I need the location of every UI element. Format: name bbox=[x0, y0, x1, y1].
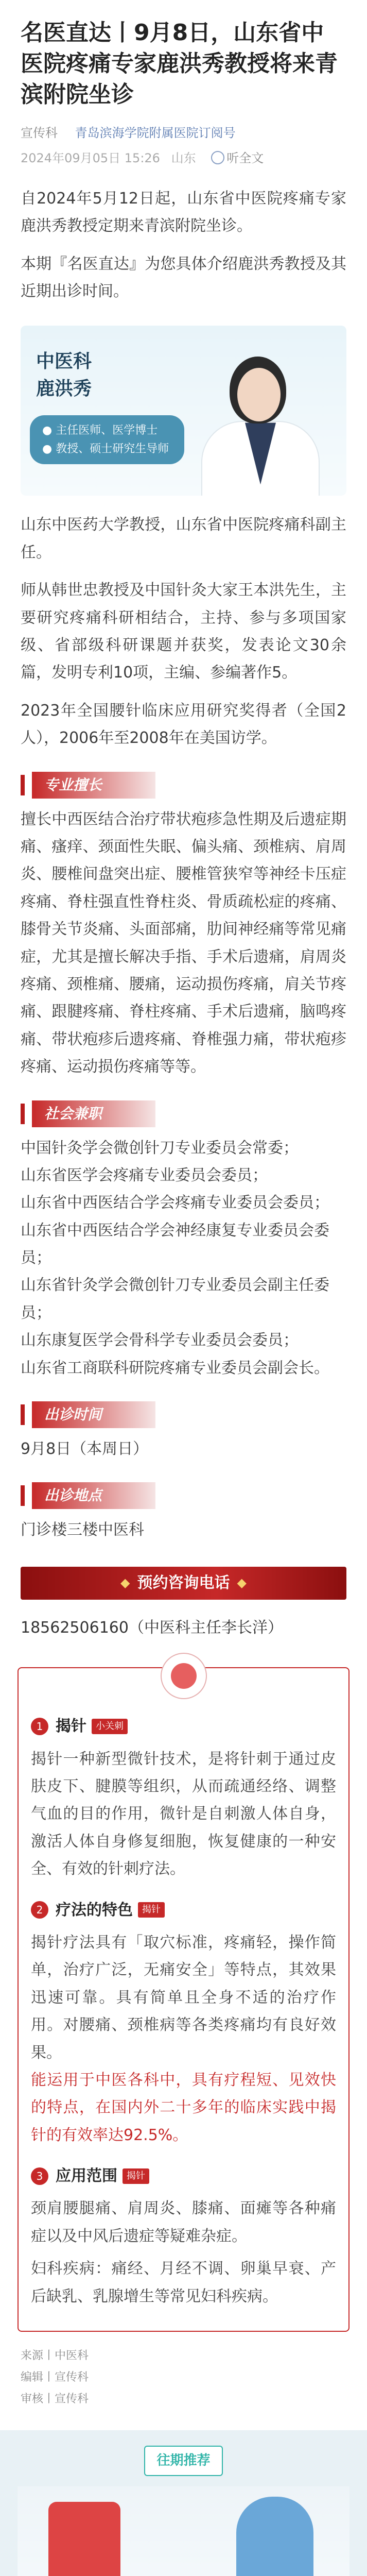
info-paragraph: 妇科疾病：痛经、月经不调、卵巢早衰、产后缺乳、乳腺增生等常见妇科疾病。 bbox=[31, 2260, 336, 2306]
intro-paragraph: 自2024年5月12日起，山东省中医院疼痛专家鹿洪秀教授定期来青滨附院坐诊。 bbox=[21, 189, 346, 235]
person-image bbox=[236, 2497, 313, 2576]
info-paragraph: 揭针疗法具有「取穴标准，疼痛轻，操作简单，治疗广泛，无痛安全」等特点，其效果迅速可靠。具有简单且全身不适的治疗作用。对腰痛、颈椎病等各类疼痛均有良好效果。 bbox=[31, 1933, 336, 2062]
headphone-icon bbox=[211, 151, 224, 164]
list-item: 山东康复医学会骨科学专业委员会委员； bbox=[21, 1331, 299, 1350]
source-credits: 来源丨中医科 编辑丨宣传科 审核丨宣传科 bbox=[21, 2349, 89, 2405]
article-meta bbox=[0, 110, 367, 144]
location: 山东 bbox=[171, 151, 196, 166]
list-item: 山东省针灸学会微创针刀专业委员会副主任委员； bbox=[21, 1276, 329, 1322]
specialty-text: 擅长中西医结合治疗带状疱疹急性期及后遗症期痛、瘙痒、颈面性失眠、偏头痛、颈椎病、肩周炎、腰椎间盘突出症、腰椎管狭窄等神经卡压症疼痛、脊柱强直性脊柱炎、骨质疏松症的疼痛、膝骨关节炎痛、头面部痛，肋间神经痛等常见痛症，尤其是擅长解决手指、手术后遗痛，肩周炎疼痛、颈椎痛、腰痛，运动损伤疼痛，肩关节疼痛、跟腱疼痛、脊柱疼痛、手术后遗痛，脑鸣疼痛、带状疱疹后遗疼痛、脊椎强力痛，带状疱疹疼痛、运动损伤疼痛等等。 bbox=[21, 810, 346, 1076]
schedule-time: 9月8日（本周日） bbox=[21, 1440, 149, 1459]
section-place: 出诊地点 bbox=[21, 1482, 346, 1509]
consult-banner: ◆ 预约咨询电话 ◆ bbox=[21, 1567, 346, 1600]
section-social: 社会兼职 bbox=[21, 1100, 346, 1127]
list-item: 山东省中西医结合学会神经康复专业委员会委员； bbox=[21, 1221, 329, 1267]
recommend-section bbox=[0, 2430, 367, 2576]
doctor-title-badge: ● 主任医师、医学博士 ● 教授、硕士研究生导师 bbox=[30, 415, 184, 464]
info-paragraph: 揭针一种新型微针技术，是将针刺于通过皮肤皮下、腱膜等组织，从而疏通经络、调整气血的目的作用，微针是自刺激人体自身，激活人体自身修复细胞，恢复健康的一种安全、有效的针刺疗法。 bbox=[31, 1750, 336, 1878]
info-tag: 1 揭针 小关刺 bbox=[31, 1713, 336, 1740]
info-paragraph-highlight: 能运用于中医各科中，具有疗程短、见效快的特点，在国内外二十多年的临床实践中揭针的有效率达92.5%。 bbox=[31, 2071, 336, 2144]
listen-button[interactable]: 听全文 bbox=[211, 147, 264, 170]
recommend-item[interactable] bbox=[18, 2486, 349, 2576]
intro-paragraph-2: 本期『名医直达』为您具体介绍鹿洪秀教授及其近期出诊时间。 bbox=[21, 255, 346, 301]
list-item: 山东省中西医结合学会疼痛专业委员会委员； bbox=[21, 1194, 329, 1212]
author: 宣传科 bbox=[21, 126, 58, 141]
info-paragraph: 颈肩腰腿痛、肩周炎、膝痛、面瘫等各种痛症以及中风后遗症等疑难杂症。 bbox=[31, 2199, 336, 2245]
list-item: 山东省工商联科研院疼痛专业委员会副会长。 bbox=[21, 1359, 329, 1377]
list-item: 中国针灸学会微创针刀专业委员会常委； bbox=[21, 1139, 299, 1157]
doctor-name: 中医科 鹿洪秀 bbox=[36, 351, 92, 399]
schedule-place: 门诊楼三楼中医科 bbox=[21, 1521, 144, 1539]
doctor-bio-3: 2023年全国腰针临床应用研究奖得者（全国2人），2006年至2008年在美国访学。 bbox=[21, 701, 346, 748]
therapy-info-box bbox=[18, 1667, 349, 2332]
page-title: 名医直达丨9月8日，山东省中医院疼痛专家鹿洪秀教授将来青滨附院坐诊 bbox=[21, 20, 338, 108]
account-link[interactable]: 青岛滨海学院附属医院订阅号 bbox=[75, 126, 236, 141]
section-specialty: 专业擅长 bbox=[21, 772, 346, 799]
publish-date: 2024年09月05日 15:26 bbox=[21, 151, 160, 166]
doctor-photo bbox=[196, 336, 325, 496]
social-roles-list bbox=[0, 1134, 367, 1382]
article-meta-2 bbox=[0, 144, 367, 170]
info-tag: 3 应用范围 揭针 bbox=[31, 2162, 336, 2190]
info-tag: 2 疗法的特色 揭针 bbox=[31, 1896, 336, 1924]
doctor-bio-2: 师从韩世忠教授及中国针灸大家王本洪先生，主要研究疼痛科研相结合，主持、参与多项国家级、省部级科研课题并获奖，发表论文30余篇，发明专利10项，主编、参编著作5。 bbox=[21, 581, 346, 682]
doctor-card bbox=[21, 326, 346, 496]
list-item: 山东省医学会疼痛专业委员会委员； bbox=[21, 1166, 268, 1184]
recommend-title: 往期推荐 bbox=[144, 2446, 222, 2476]
section-time: 出诊时间 bbox=[21, 1401, 346, 1428]
doctor-bio: 山东中医药大学教授，山东省中医院疼痛科副主任。 bbox=[21, 516, 346, 562]
vaccine-image bbox=[48, 2502, 120, 2576]
consult-phone[interactable]: 18562506160（中医科主任李长洋） bbox=[21, 1618, 283, 1637]
needle-icon bbox=[161, 1653, 207, 1699]
